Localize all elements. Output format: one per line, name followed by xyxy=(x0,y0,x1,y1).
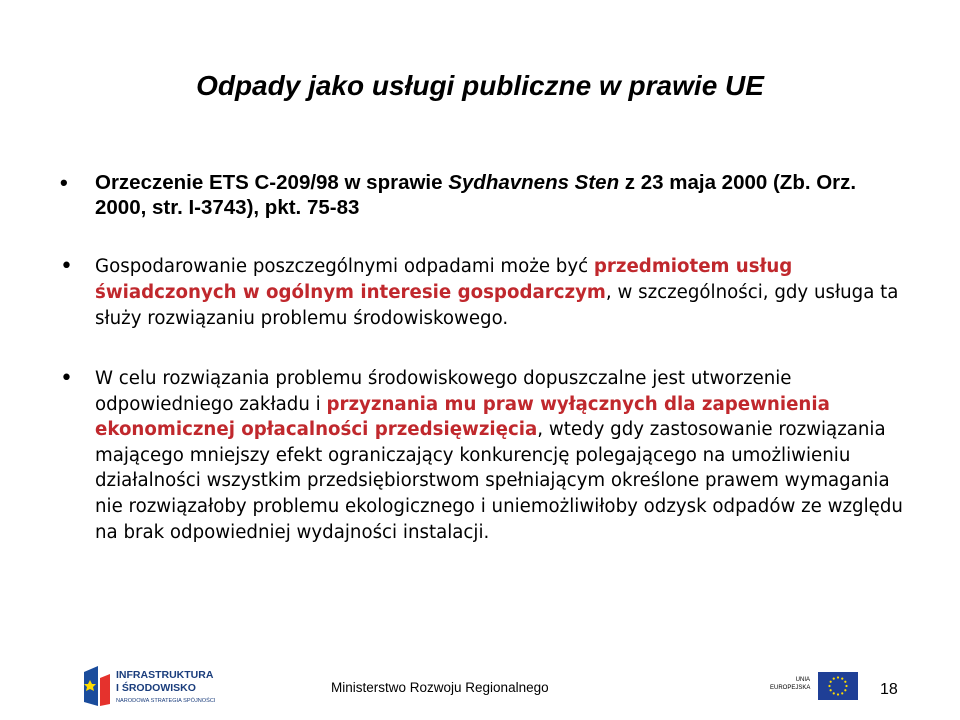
rights-highlight: przyznania mu praw wyłącznych dla zapewnienia ekonomicznej opłacalności przedsięwzięcia xyxy=(95,393,830,441)
services-text-2: , w szczególności, gdy usługa ta służy rozwiązaniu problemu środowiskowego. xyxy=(95,282,899,329)
eu-star xyxy=(841,678,843,680)
eu-star xyxy=(833,678,835,680)
eu-star xyxy=(841,692,843,694)
page-number: 18 xyxy=(880,681,898,698)
ruling-case-name: Sydhavnens Sten xyxy=(448,171,620,194)
eu-star xyxy=(844,681,846,683)
logo-text-line3: NARODOWA STRATEGIA SPÓJNOŚCI xyxy=(116,698,216,704)
bullet-dot: • xyxy=(60,254,73,279)
bullet-dot: • xyxy=(60,366,73,391)
eu-label-line1: UNIA xyxy=(795,677,810,683)
ruling-text-2: z 23 maja 2000 (Zb. Orz. 2000, str. I-3743), pkt. 75-83 xyxy=(95,171,857,219)
eu-star xyxy=(830,681,832,683)
eu-star xyxy=(844,689,846,691)
logo-text-line1: INFRASTRUKTURA xyxy=(116,669,214,681)
eu-star xyxy=(830,689,832,691)
bullet-dot: • xyxy=(60,170,68,195)
slide-title: Odpady jako usługi publiczne w prawie UE xyxy=(196,70,764,101)
rights-text-1: W celu rozwiązania problemu środowiskowego dopuszczalne jest utworzenie odpowiedniego zakładu i xyxy=(95,368,792,415)
eu-label-line2: EUROPEJSKA xyxy=(770,685,811,691)
bullet-item-ruling xyxy=(60,170,910,220)
eu-star xyxy=(845,685,847,687)
eu-star xyxy=(828,685,830,687)
services-highlight: przedmiotem usług świadczonych w ogólnym interesie gospodarczym xyxy=(95,256,793,303)
rights-text-2: , wtedy gdy zastosowanie rozwiązania mającego mniejszy efekt ograniczający konkurencję polegającego na umożliwieniu działalności wszystkim przedsiębiorstwom spełniającym określone prawem wymagania nie rozwiązałoby problemu ekologicznego i uniemożliwiłoby odzysk odpadów ze względu na brak odpowiedniej wydajności instalacji. xyxy=(95,419,903,543)
bullet-list xyxy=(60,170,910,545)
infrastruktura-logo xyxy=(82,664,217,708)
eu-flag-icon xyxy=(818,672,858,700)
bullet-item-services xyxy=(60,254,910,332)
eu-star xyxy=(837,676,839,678)
eu-star xyxy=(833,692,835,694)
eu-label xyxy=(770,676,810,692)
bullet-item-exclusive-rights xyxy=(60,366,910,545)
footer-ministry: Ministerstwo Rozwoju Regionalnego xyxy=(331,680,549,695)
ruling-text-1: Orzeczenie ETS C-209/98 w sprawie xyxy=(95,171,449,194)
logo-text-line2: I ŚRODOWISKO xyxy=(116,682,196,694)
services-text-1: Gospodarowanie poszczególnymi odpadami może być xyxy=(95,256,594,277)
eu-star xyxy=(837,693,839,695)
logo-red-shape xyxy=(100,674,110,706)
